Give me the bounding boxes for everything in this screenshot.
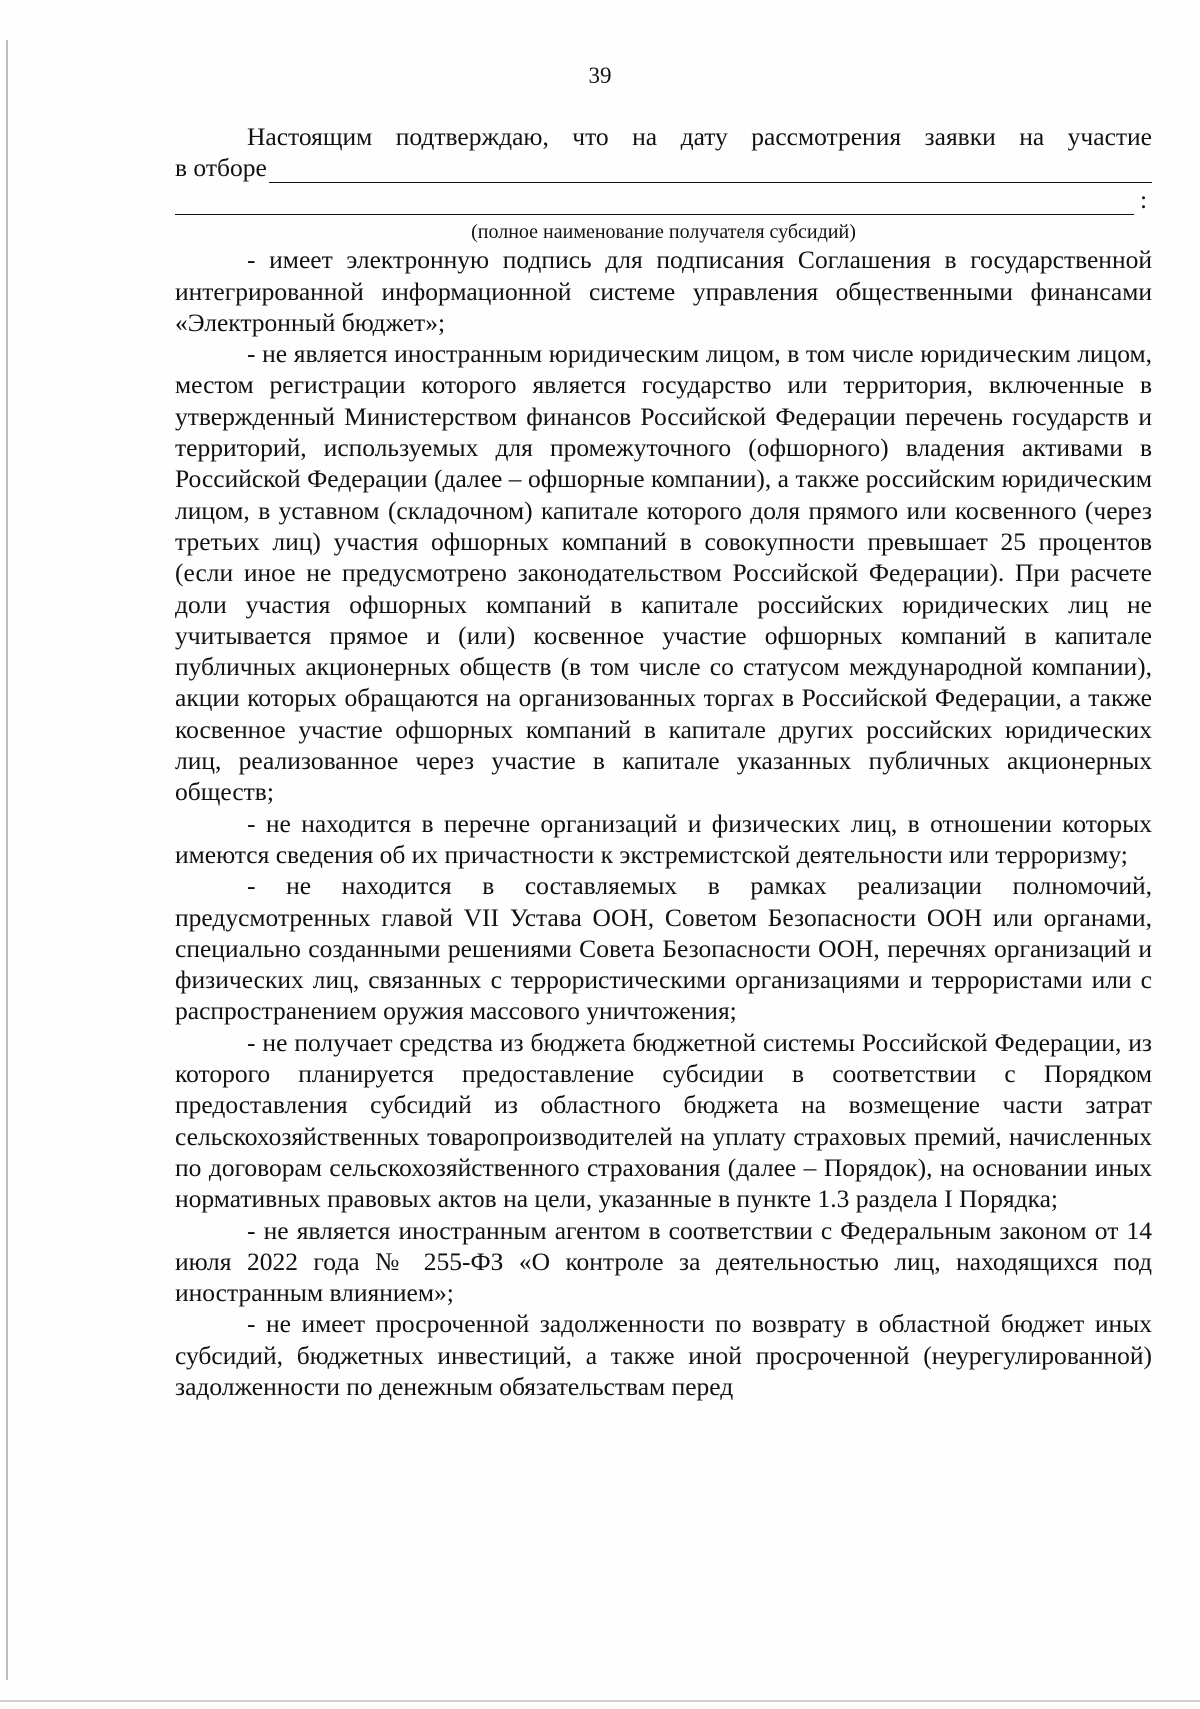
recipient-name-blank-line-2 (175, 191, 1134, 215)
page-number: 39 (588, 63, 612, 88)
recipient-fill-row (175, 184, 1152, 215)
scan-edge-left (6, 40, 8, 1680)
paragraph-debt: - не имеет просроченной задолженности по возврату в областной бюджет иных субсидий, бюджетных инвестиций, а также иной просроченной (неурегулированной) задолженности по денежным обязательствам перед (175, 1309, 1152, 1401)
intro-text: Настоящим подтверждаю, что на дату рассмотрения заявки на участие (247, 122, 1152, 151)
otbor-fill-row (175, 152, 1152, 183)
paragraph-extremism: - не находится в перечне организаций и физических лиц, в отношении которых имеются сведения об их причастности к экстремистской деятельности или терроризму; (175, 808, 1152, 869)
paragraph-budget-funds: - не получает средства из бюджета бюджетной системы Российской Федерации, из которого планируется предоставление субсидии в соответствии с Порядком предоставления субсидий из областного бюджета на возмещение части затрат сельскохозяйственных товаропроизводителей на уплату страховых премий, начисленных по договорам сельскохозяйственного страхования (далее – Порядок), на основании иных нормативных правовых актов на цели, указанные в пункте 1.3 раздела I Порядка; (175, 1027, 1152, 1214)
scan-edge-bottom (0, 1700, 1200, 1702)
recipient-name-blank-line (269, 159, 1152, 183)
document-body (175, 121, 1152, 1402)
otbor-label: в отборе (175, 153, 267, 182)
paragraph-foreign-agent: - не является иностранным агентом в соответствии с Федеральным законом от 14 июля 2022 года № 255-ФЗ «О контроле за деятельностью лиц, находящихся под иностранным влиянием»; (175, 1215, 1152, 1308)
paragraph-offshore: - не является иностранным юридическим лицом, в том числе юридическим лицом, местом регистрации которого является государство или территория, включенные в утвержденный Министерством финансов Российской Федерации перечень государств и территорий, используемых для промежуточного (офшорного) владения активами в Российской Федерации (далее – офшорные компании), а также российским юридическим лицом, в уставном (складочном) капитале которого доля прямого или косвенного (через третьих лиц) участия офшорных компаний в совокупности превышает 25 процентов (если иное не предусмотрено законодательством Российской Федерации). При расчете доли участия офшорных компаний в капитале российских юридических лиц не учитывается прямое и (или) косвенное участие офшорных компаний в капитале публичных акционерных обществ (в том числе со статусом международной компании), акции которых обращаются на организованных торгах в Российской Федерации, а также косвенное участие офшорных компаний в капитале других российских юридических лиц, реализованное через участие в капитале указанных публичных акционерных обществ; (175, 339, 1152, 807)
colon-mark: : (1140, 185, 1148, 214)
paragraph-un-lists: - не находится в составляемых в рамках реализации полномочий, предусмотренных главой VII Устава ООН, Советом Безопасности ООН или органами, специально созданными решениями Совета Безопасности ООН, перечнях организаций и физических лиц, связанных с террористическими организациями и террористами или с распространением оружия массового уничтожения; (175, 871, 1152, 1026)
paragraph-electronic-signature: - имеет электронную подпись для подписания Соглашения в государственной интегрированной информационной системе управления общественными финансами «Электронный бюджет»; (175, 245, 1152, 337)
blank-caption: (полное наименование получателя субсидий) (471, 221, 856, 244)
